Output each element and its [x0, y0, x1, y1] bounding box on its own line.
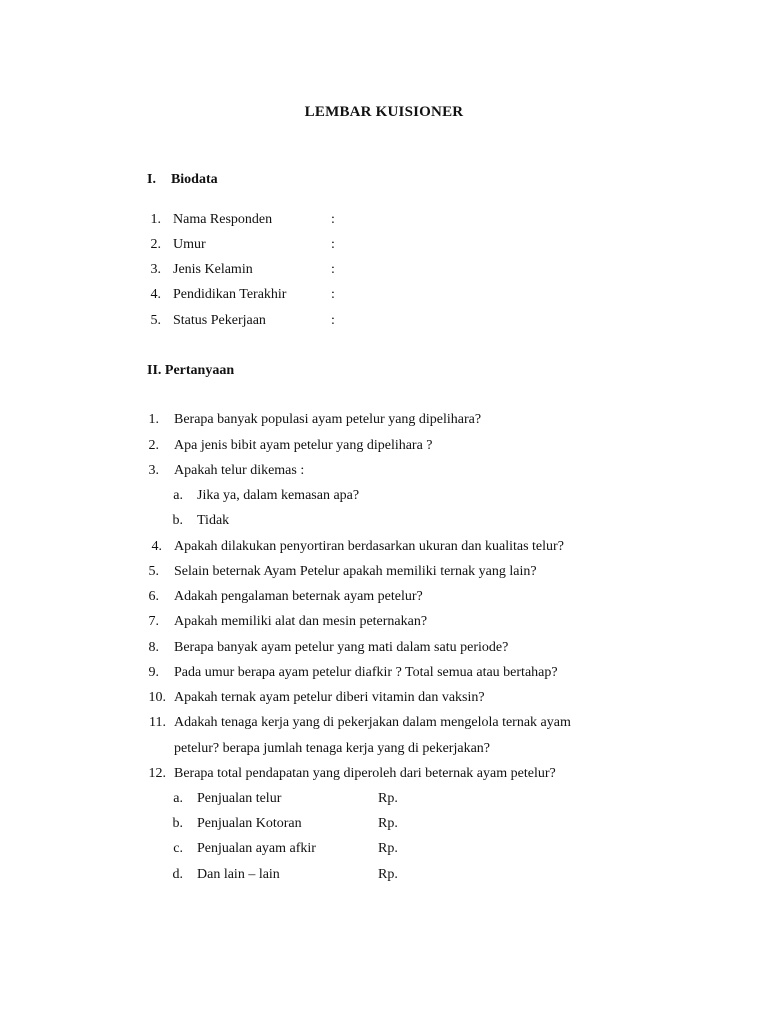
- section-heading-biodata: [147, 172, 218, 188]
- option-letter: c.: [173, 841, 183, 856]
- item-colon: :: [331, 262, 335, 277]
- item-label: Nama Responden: [173, 212, 273, 227]
- income-value: Rp.: [378, 816, 398, 831]
- question-text: Adakah tenaga kerja yang di pekerjakan dalam mengelola ternak ayam: [174, 715, 571, 730]
- question-number: 11.: [149, 715, 166, 730]
- question-number: 2.: [148, 438, 159, 453]
- option-letter: d.: [172, 867, 183, 882]
- item-colon: :: [331, 287, 335, 302]
- question-text: Apakah ternak ayam petelur diberi vitamin dan vaksin?: [174, 690, 485, 705]
- question-number: 6.: [148, 589, 159, 604]
- question-number: 8.: [148, 640, 159, 655]
- item-colon: :: [331, 212, 335, 227]
- question-number: 12.: [148, 766, 166, 781]
- question-text: Berapa banyak populasi ayam petelur yang dipelihara?: [174, 412, 482, 427]
- option-letter: a.: [173, 488, 183, 503]
- item-label: Umur: [173, 237, 206, 252]
- item-number: 3.: [150, 262, 161, 277]
- option-letter: b.: [172, 816, 183, 831]
- question-number: 3.: [148, 463, 159, 478]
- question-text: Berapa banyak ayam petelur yang mati dalam satu periode?: [174, 640, 509, 655]
- question-number: 10.: [148, 690, 166, 705]
- item-colon: :: [331, 313, 335, 328]
- question-number: 7.: [148, 614, 159, 629]
- question-text: Apakah memiliki alat dan mesin peternakan?: [174, 614, 428, 629]
- income-label: Penjualan Kotoran: [197, 816, 302, 831]
- question-text: Selain beternak Ayam Petelur apakah memiliki ternak yang lain?: [174, 564, 537, 579]
- section-heading-pertanyaan: [147, 363, 234, 379]
- section-number: II.: [147, 363, 162, 378]
- question-text: Berapa total pendapatan yang diperoleh dari beternak ayam petelur?: [174, 766, 556, 781]
- question-text: petelur? berapa jumlah tenaga kerja yang di pekerjakan?: [174, 741, 491, 756]
- question-number: 9.: [148, 665, 159, 680]
- option-letter: b.: [172, 513, 183, 528]
- option-text: Jika ya, dalam kemasan apa?: [197, 488, 360, 503]
- option-letter: a.: [173, 791, 183, 806]
- item-number: 2.: [150, 237, 161, 252]
- income-label: Dan lain – lain: [197, 867, 280, 882]
- question-text: Pada umur berapa ayam petelur diafkir ? Total semua atau bertahap?: [174, 665, 558, 680]
- item-label: Status Pekerjaan: [173, 313, 266, 328]
- section-number: I.: [147, 172, 156, 187]
- item-number: 4.: [150, 287, 161, 302]
- question-text: Apa jenis bibit ayam petelur yang dipelihara ?: [174, 438, 433, 453]
- income-value: Rp.: [378, 791, 398, 806]
- section-title: Pertanyaan: [164, 363, 235, 378]
- item-colon: :: [331, 237, 335, 252]
- income-value: Rp.: [378, 867, 398, 882]
- question-number: 1.: [148, 412, 159, 427]
- question-text: Apakah dilakukan penyortiran berdasarkan ukuran dan kualitas telur?: [174, 539, 564, 554]
- page-title: LEMBAR KUISIONER: [304, 104, 464, 120]
- question-number: 4.: [151, 539, 162, 554]
- item-label: Pendidikan Terakhir: [173, 287, 287, 302]
- option-text: Tidak: [197, 513, 230, 528]
- income-value: Rp.: [378, 841, 398, 856]
- income-label: Penjualan ayam afkir: [197, 841, 316, 856]
- question-text: Adakah pengalaman beternak ayam petelur?: [174, 589, 423, 604]
- income-label: Penjualan telur: [197, 791, 282, 806]
- section-title: Biodata: [170, 172, 218, 187]
- item-number: 1.: [150, 212, 161, 227]
- item-number: 5.: [150, 313, 161, 328]
- question-text: Apakah telur dikemas :: [174, 463, 305, 478]
- question-number: 5.: [148, 564, 159, 579]
- item-label: Jenis Kelamin: [173, 262, 253, 277]
